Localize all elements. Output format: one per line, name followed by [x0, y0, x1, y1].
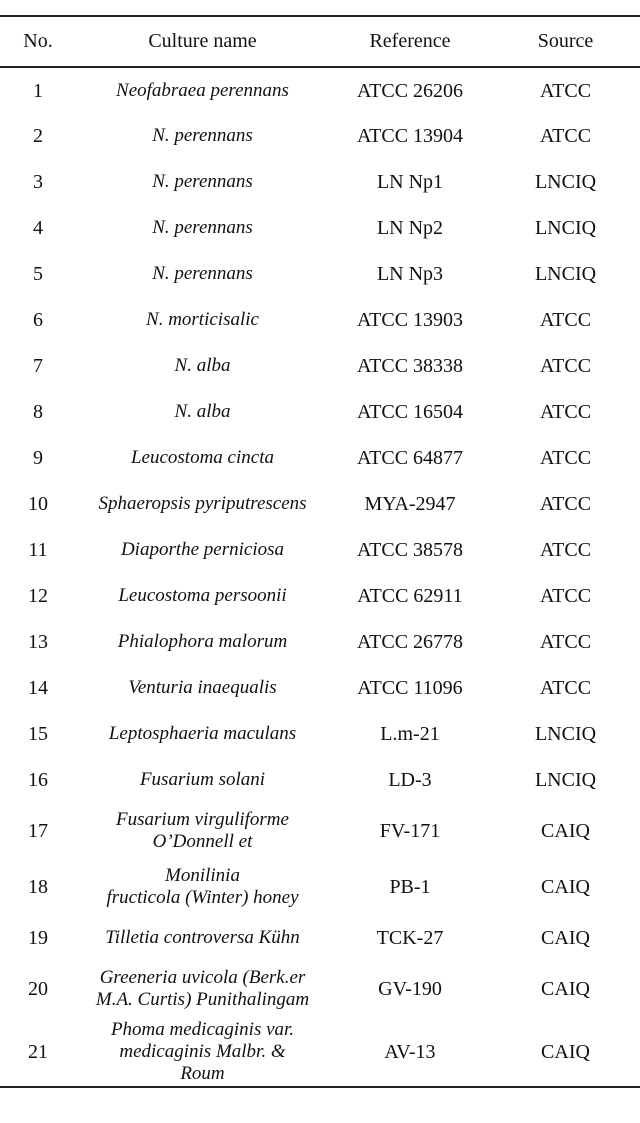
reference-cell: LN Np1 [376, 171, 444, 193]
header-culture-name: Culture name [148, 30, 257, 52]
source-cell: LNCIQ [534, 263, 597, 285]
culture-name-cell [76, 527, 329, 573]
row-number: 15 [28, 723, 48, 745]
source-cell: CAIQ [541, 876, 590, 898]
source-cell: ATCC [539, 631, 592, 653]
culture-name-line: Monilinia [165, 865, 240, 886]
table-row [0, 205, 640, 251]
row-number: 3 [33, 171, 43, 193]
row-number: 19 [28, 927, 48, 949]
source-cell: ATCC [539, 355, 592, 377]
table-row [0, 915, 640, 961]
header-reference: Reference [369, 30, 451, 52]
reference-cell: ATCC 16504 [356, 401, 464, 423]
source-cell: ATCC [539, 125, 592, 147]
culture-name-line: Greeneria uvicola (Berk.er [99, 967, 306, 988]
table-row [0, 619, 640, 665]
table-row [0, 803, 640, 859]
culture-name-cell [76, 251, 329, 297]
table-row [0, 961, 640, 1017]
row-number: 2 [33, 125, 43, 147]
culture-name-cell [76, 159, 329, 205]
table-row [0, 251, 640, 297]
culture-name-cell [76, 389, 329, 435]
source-cell: ATCC [539, 447, 592, 469]
reference-cell: ATCC 11096 [357, 677, 463, 699]
row-number: 10 [28, 493, 48, 515]
culture-name-cell [76, 859, 329, 915]
source-cell: ATCC [539, 677, 592, 699]
culture-name-cell [76, 573, 329, 619]
source-cell: LNCIQ [534, 769, 597, 791]
table-row [0, 435, 640, 481]
reference-cell: ATCC 38578 [356, 539, 464, 561]
source-cell: CAIQ [541, 1040, 590, 1063]
source-cell: CAIQ [541, 978, 590, 1000]
culture-name-line: Neofabraea perennans [116, 79, 289, 101]
reference-cell: ATCC 38338 [356, 355, 464, 377]
culture-name-line: Diaporthe perniciosa [120, 539, 285, 560]
source-cell: ATCC [539, 309, 592, 331]
reference-cell: AV-13 [384, 1040, 436, 1063]
row-number: 21 [28, 1040, 48, 1063]
row-number: 20 [28, 978, 48, 1000]
culture-name-line: Leucostoma cincta [130, 447, 274, 468]
culture-name-cell [76, 435, 329, 481]
source-cell: ATCC [539, 493, 592, 515]
culture-name-line: Fusarium solani [139, 769, 266, 790]
row-number: 4 [33, 217, 43, 239]
row-number: 8 [33, 401, 43, 423]
culture-name-cell [76, 297, 329, 343]
culture-name-cell [76, 619, 329, 665]
culture-name-cell [76, 711, 329, 757]
culture-name-cell [76, 67, 329, 113]
culture-name-line: Tilletia controversa Kühn [105, 927, 300, 948]
source-cell: ATCC [539, 79, 592, 102]
culture-name-line: N. morticisalic [146, 309, 259, 330]
reference-cell: ATCC 62911 [357, 585, 463, 607]
culture-name-line: N. perennans [152, 217, 253, 238]
reference-cell: LN Np3 [376, 263, 444, 285]
culture-name-line: N. alba [174, 401, 231, 422]
table-body [0, 67, 640, 1087]
source-cell: LNCIQ [534, 217, 597, 239]
culture-name-line: Fusarium virguliforme [116, 809, 289, 830]
reference-cell: L.m-21 [380, 723, 440, 745]
row-number: 11 [28, 539, 48, 561]
culture-name-cell [76, 961, 329, 1017]
source-cell: ATCC [539, 539, 592, 561]
culture-name-line: Venturia inaequalis [128, 677, 277, 698]
culture-name-line: N. alba [174, 355, 231, 376]
table-row [0, 343, 640, 389]
culture-name-line: Phialophora malorum [117, 631, 288, 652]
table-row [0, 297, 640, 343]
culture-name-cell [76, 803, 329, 859]
reference-cell: ATCC 26778 [356, 631, 464, 653]
row-number: 18 [28, 876, 48, 898]
source-cell: ATCC [539, 401, 592, 423]
culture-name-cell [76, 113, 329, 159]
row-number: 5 [33, 263, 43, 285]
reference-cell: LD-3 [388, 769, 432, 791]
row-number: 16 [28, 769, 48, 791]
table-row [0, 67, 640, 113]
culture-name-cell [76, 665, 329, 711]
culture-name-line: N. perennans [152, 263, 253, 284]
culture-table [0, 15, 640, 1088]
row-number: 9 [33, 447, 43, 469]
culture-name-cell [76, 205, 329, 251]
source-cell: CAIQ [541, 820, 590, 842]
table-row [0, 573, 640, 619]
culture-name-line: O’Donnell et [152, 831, 253, 852]
culture-name-line: Sphaeropsis pyriputrescens [98, 493, 307, 514]
reference-cell: GV-190 [378, 978, 442, 1000]
header-no: No. [23, 30, 53, 52]
header-source: Source [537, 30, 594, 52]
header-row [0, 16, 640, 67]
reference-cell: FV-171 [379, 820, 441, 842]
table-row [0, 665, 640, 711]
reference-cell: MYA-2947 [364, 493, 456, 515]
source-cell: LNCIQ [534, 171, 597, 193]
culture-name-line: M.A. Curtis) Punithalingam [95, 989, 310, 1010]
table-row [0, 859, 640, 915]
culture-name-line: fructicola (Winter) honey [106, 887, 299, 908]
table-row [0, 711, 640, 757]
culture-name-line: Leptosphaeria maculans [108, 723, 297, 744]
culture-name-cell [76, 343, 329, 389]
source-cell: ATCC [539, 585, 592, 607]
row-number: 17 [28, 820, 48, 842]
culture-name-line: medicaginis Malbr. & [119, 1040, 286, 1062]
culture-name-line: Phoma medicaginis var. [110, 1018, 295, 1040]
culture-name-cell [76, 757, 329, 803]
culture-name-line: N. perennans [152, 171, 253, 192]
row-number: 12 [28, 585, 48, 607]
culture-name-line: N. perennans [152, 125, 253, 146]
reference-cell: LN Np2 [376, 217, 444, 239]
row-number: 13 [28, 631, 48, 653]
table-header [0, 16, 640, 67]
table-row [0, 113, 640, 159]
culture-name-line: Roum [180, 1062, 225, 1084]
culture-name-cell [76, 915, 329, 961]
row-number: 1 [33, 79, 43, 102]
reference-cell: ATCC 13904 [356, 125, 464, 147]
reference-cell: ATCC 13903 [356, 309, 464, 331]
row-number: 14 [28, 677, 48, 699]
table-row [0, 1017, 640, 1087]
reference-cell: PB-1 [389, 876, 431, 898]
table-row [0, 481, 640, 527]
reference-cell: ATCC 64877 [356, 447, 464, 469]
source-cell: CAIQ [541, 927, 590, 949]
source-cell: LNCIQ [534, 723, 597, 745]
row-number: 7 [33, 355, 43, 377]
row-number: 6 [33, 309, 43, 331]
culture-name-cell [76, 481, 329, 527]
table-row [0, 527, 640, 573]
reference-cell: TCK-27 [376, 927, 444, 949]
culture-name-cell [76, 1017, 329, 1087]
culture-name-line: Leucostoma persoonii [118, 585, 287, 606]
reference-cell: ATCC 26206 [356, 79, 464, 102]
table-row [0, 757, 640, 803]
table-row [0, 159, 640, 205]
table-row [0, 389, 640, 435]
